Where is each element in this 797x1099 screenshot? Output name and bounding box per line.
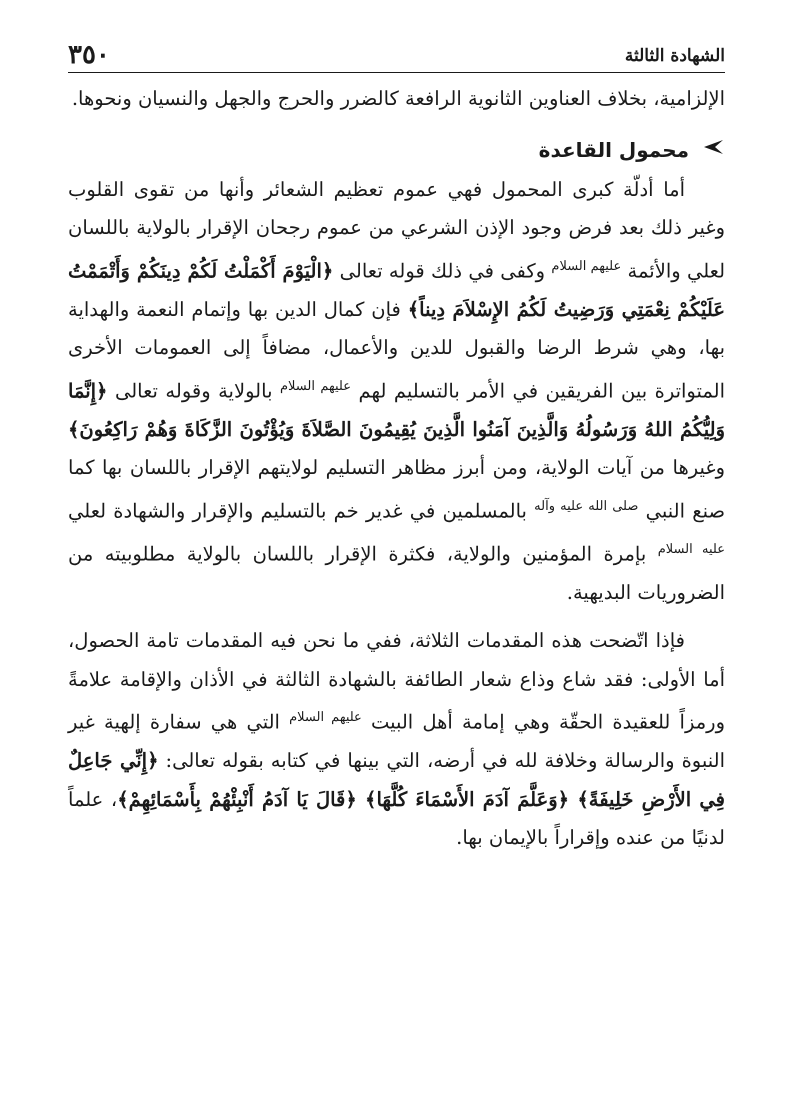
paragraph-evidence xyxy=(68,171,725,613)
page-number: ٣٥٠ xyxy=(68,40,110,70)
text-run: التي هي سفارة إلهية غير النبوة والرسالة وخلافة لله في أرضه، التي بينها في كتابه بقوله تعالى: xyxy=(68,710,725,772)
arrowhead-icon xyxy=(701,131,725,170)
honorific: صلى الله عليه وآله xyxy=(534,498,639,514)
text-run: فإن كمال الدين بها وإتمام النعمة والهداية بها، وهي شرط الرضا والقبول للدين والأعمال، مضافاً إلى العمومات الأخرى المتواترة بين الفريقين في الأمر بالتسليم لهم xyxy=(68,297,726,402)
text-run: ، علماً لدنيًا من عنده وإقراراً بالإيمان بها. xyxy=(68,787,725,849)
honorific: عليهم السلام xyxy=(279,378,351,394)
page-body xyxy=(68,80,725,858)
quran-verse: ﴿إِنَّمَا وَلِيُّكُمُ اللهُ وَرَسُولُهُ وَالَّذِينَ آمَنُوا الَّذِينَ يُقِيمُونَ الصَّلاَةَ وَيُؤْتُونَ الزَّكَاةَ وَهُمْ رَاكِعُونَ﴾ xyxy=(68,379,725,441)
section-heading xyxy=(68,131,725,171)
paragraph-conclusion xyxy=(68,622,725,858)
text-run: فإذا اتّضحت هذه المقدمات الثلاثة، ففي ما نحن فيه المقدمات تامة الحصول، أما الأولى: فقد شاع وذاع شعار الطائفة بالشهادة الثالثة في الأذان والإقامة علامةً ورمزاً للعقيدة الحقّة وهي إمامة أهل البيت xyxy=(68,629,725,734)
text-run: بالمسلمين في غدير خم بالتسليم والإقرار والشهادة لعلي xyxy=(68,499,527,522)
text-run: بإمرة المؤمنين والولاية، فكثرة الإقرار باللسان بالولاية مطلوبيته من الضروريات البديهية. xyxy=(68,542,725,604)
text-run: بالولاية وقوله تعالى xyxy=(114,379,273,402)
text-run: وكفى في ذلك قوله تعالى xyxy=(339,259,546,282)
quran-verse: ﴿الْيَوْمَ أَكْمَلْتُ لَكُمْ دِينَكُمْ وَأَتْمَمْتُ عَلَيْكُمْ نِعْمَتِي وَرَضِيتُ لَكُمُ الإِسْلاَمَ دِيناً﴾ xyxy=(68,259,725,321)
running-title: الشهادة الثالثة xyxy=(624,46,725,66)
quran-verse: ﴿إِنِّي جَاعِلٌ فِي الأَرْضِ خَلِيفَةً﴾ ﴿وَعَلَّمَ آدَمَ الأَسْمَاءَ كُلَّهَا﴾ ﴿قَالَ يَا آدَمُ أَنْبِئْهُمْ بِأَسْمَائِهِمْ﴾ xyxy=(68,749,725,811)
honorific: عليهم السلام xyxy=(289,710,362,725)
text-run: أما أدلّة كبرى المحمول فهي عموم تعظيم الشعائر وأنها من تقوى القلوب وغير ذلك بعد فرض وجود الإذن الشرعي من عموم رجحان الإقرار بالولاية باللسان لعلي والأئمة xyxy=(68,177,726,282)
text-run: وغيرها من آيات الولاية، ومن أبرز مظاهر التسليم لولايتهم الإقرار باللسان بها كما صنع النبي xyxy=(68,456,726,522)
page-header xyxy=(68,30,725,73)
paragraph-continuation: الإلزامية، بخلاف العناوين الثانوية الرافعة كالضرر والحرج والجهل والنسيان ونحوها. xyxy=(71,87,725,110)
honorific: عليهم السلام xyxy=(551,258,622,274)
section-heading-text: محمول القاعدة xyxy=(538,138,689,163)
paragraph-gap xyxy=(68,612,725,622)
honorific: عليه السلام xyxy=(657,541,725,557)
